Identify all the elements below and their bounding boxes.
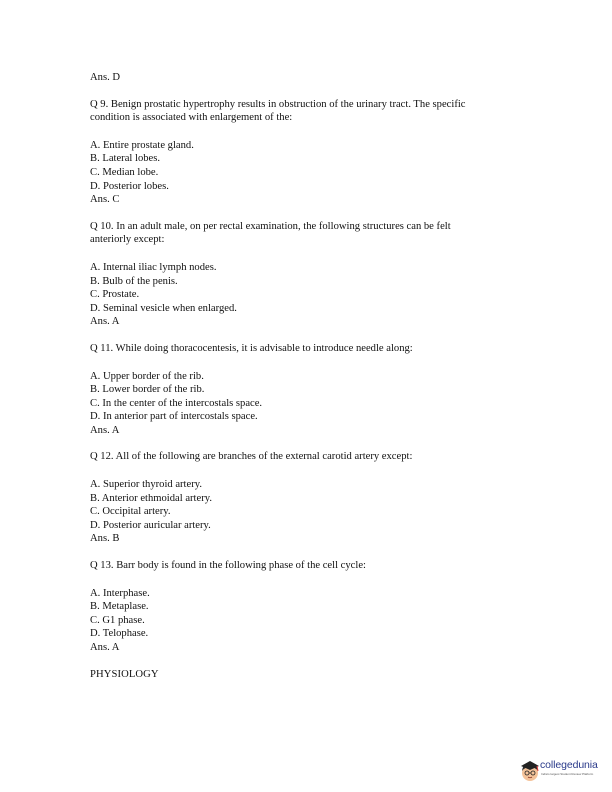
answer: Ans. C [90, 194, 120, 206]
option-b: B. Bulb of the penis. [90, 275, 178, 287]
logo-tagline: India's largest Student Review Platform [541, 772, 594, 776]
question-12 [90, 450, 530, 546]
question-text [90, 98, 530, 125]
option-c: C. G1 phase. [90, 614, 145, 626]
option-a: A. Entire prostate gland. [90, 139, 194, 151]
option-a: A. Interphase. [90, 587, 150, 599]
option-b: B. Metaplase. [90, 601, 149, 613]
question-text [90, 450, 530, 464]
option-a: A. Superior thyroid artery. [90, 479, 202, 491]
question-line: Q 13. Barr body is found in the following phase of the cell cycle: [90, 560, 366, 572]
option-d: D. Telophase. [90, 628, 149, 640]
previous-answer: Ans. D [90, 72, 121, 83]
answer: Ans. A [90, 642, 120, 653]
mascot-icon [519, 758, 541, 782]
question-text [90, 220, 530, 247]
question-11 [90, 342, 530, 438]
option-a: A. Internal iliac lymph nodes. [90, 261, 217, 273]
question-line: Q 10. In an adult male, on per rectal examination, the following structures can be felt [90, 220, 451, 232]
collegedunia-logo[interactable] [519, 757, 609, 783]
option-c: C. Prostate. [90, 289, 140, 301]
section-heading: PHYSIOLOGY [90, 668, 159, 680]
answer: Ans. A [90, 424, 120, 436]
question-10 [90, 220, 530, 329]
answer: Ans. B [90, 533, 120, 545]
question-line: anteriorly except: [90, 234, 165, 246]
option-c: C. Occipital artery. [90, 506, 171, 518]
option-d: D. Posterior auricular artery. [90, 519, 211, 531]
answer: Ans. A [90, 316, 120, 328]
question-line: Q 9. Benign prostatic hypertrophy results in obstruction of the urinary tract. The specific [90, 98, 466, 110]
document-page [90, 71, 530, 681]
option-b: B. Lateral lobes. [90, 153, 161, 165]
question-line: condition is associated with enlargement of the: [90, 112, 293, 124]
option-c: C. Median lobe. [90, 166, 159, 178]
question-13 [90, 559, 530, 655]
option-b: B. Lower border of the rib. [90, 384, 205, 396]
question-line: Q 12. All of the following are branches of the external carotid artery except: [90, 451, 413, 463]
question-line: Q 11. While doing thoracocentesis, it is advisable to introduce needle along: [90, 342, 413, 354]
option-d: D. Posterior lobes. [90, 180, 169, 192]
option-b: B. Anterior ethmoidal artery. [90, 492, 212, 504]
option-a: A. Upper border of the rib. [90, 370, 204, 382]
question-9 [90, 98, 530, 207]
logo-wordmark: collegedunia [540, 759, 598, 771]
option-d: D. In anterior part of intercostals space. [90, 411, 258, 423]
question-text [90, 342, 530, 356]
option-d: D. Seminal vesicle when enlarged. [90, 302, 237, 314]
question-text [90, 559, 530, 573]
option-c: C. In the center of the intercostals space. [90, 397, 263, 409]
